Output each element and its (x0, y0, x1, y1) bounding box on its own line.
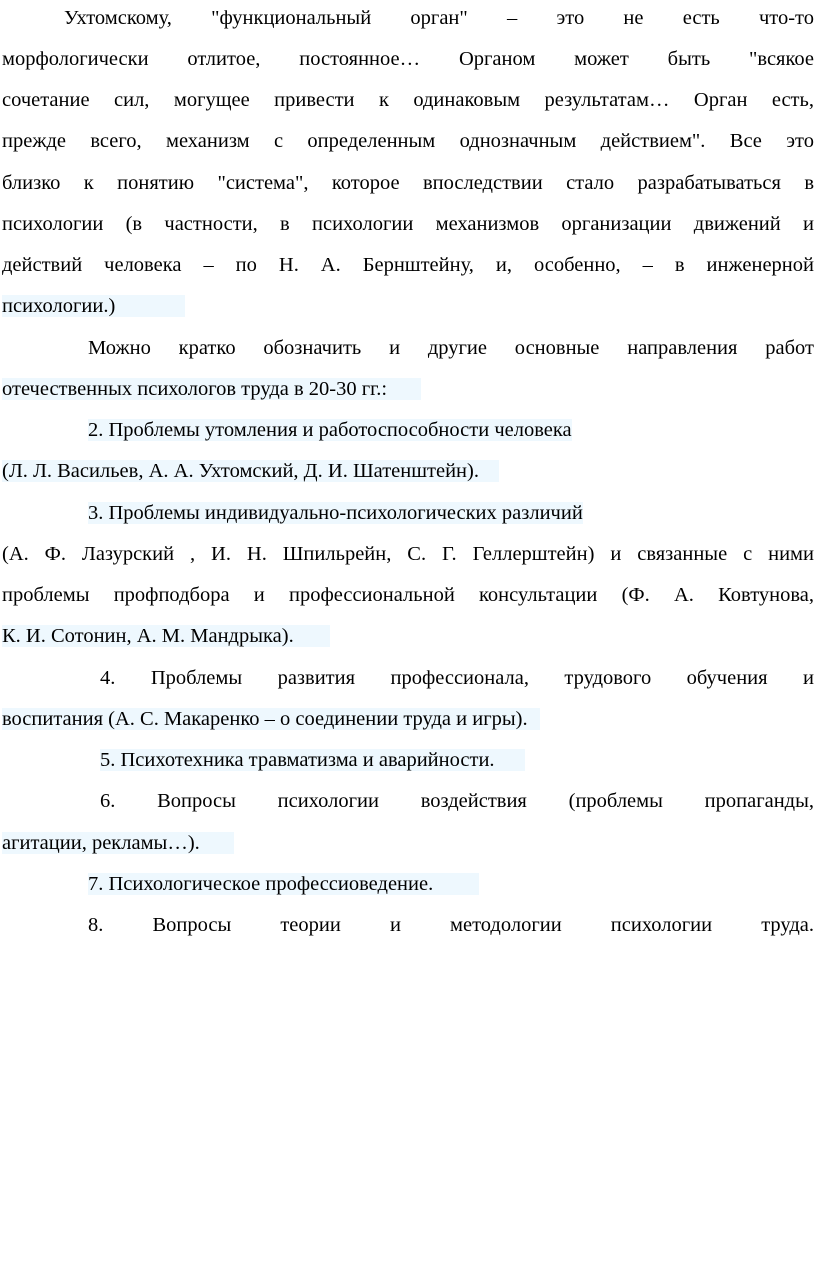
text-line-content: 4. Проблемы развития профессионала, трудового обучения и (100, 667, 814, 689)
text-line-content: (Л. Л. Васильев, А. А. Ухтомский, Д. И. Шатенштейн). (2, 460, 499, 482)
text-line-content: психологии (в частности, в психологии механизмов организации движений и (2, 213, 814, 235)
text-line (2, 621, 814, 651)
text-line (2, 126, 814, 156)
text-line (2, 44, 814, 74)
text-line (2, 85, 814, 115)
text-line-content: 8. Вопросы теории и методологии психологии труда. (88, 914, 814, 936)
text-line-content: 2. Проблемы утомления и работоспособности человека (88, 419, 572, 441)
text-line (2, 580, 814, 610)
text-line-content: проблемы профподбора и профессиональной консультации (Ф. А. Ковтунова, (2, 584, 814, 606)
text-line (2, 498, 816, 528)
text-line-content: К. И. Сотонин, А. М. Мандрыка). (2, 625, 330, 647)
text-line (2, 291, 814, 321)
text-line-content: 6. Вопросы психологии воздействия (проблемы пропаганды, (100, 790, 814, 812)
text-line (2, 3, 814, 33)
text-line (2, 786, 814, 816)
text-line (2, 333, 814, 363)
text-line (2, 209, 814, 239)
text-line (2, 745, 816, 775)
text-line-content: отечественных психологов труда в 20-30 гг.: (2, 378, 421, 400)
text-line-content: агитации, рекламы…). (2, 832, 234, 854)
text-line-content: прежде всего, механизм с определенным однозначным действием". Все это (2, 130, 814, 152)
text-line (2, 374, 814, 404)
text-line-content: действий человека – по Н. А. Бернштейну, и, особенно, – в инженерной (2, 254, 814, 276)
text-line-content: морфологически отлитое, постоянное… Органом может быть "всякое (2, 48, 814, 70)
text-line (2, 456, 814, 486)
text-line (2, 869, 816, 899)
text-line-content: близко к понятию "система", которое впоследствии стало разрабатываться в (2, 172, 814, 194)
text-line-content: Ухтомскому, "функциональный орган" – это не есть что-то (64, 7, 814, 29)
text-line-content: Можно кратко обозначить и другие основные направления работ (88, 337, 814, 359)
text-line (2, 704, 814, 734)
text-line (2, 250, 814, 280)
text-line-content: 3. Проблемы индивидуально-психологических различий (88, 502, 583, 524)
text-line (2, 539, 814, 569)
text-line (2, 910, 814, 940)
text-line-content: сочетание сил, могущее привести к одинаковым результатам… Орган есть, (2, 89, 814, 111)
text-line-content: 7. Психологическое профессиоведение. (88, 873, 479, 895)
text-line (2, 415, 816, 445)
text-line-content: 5. Психотехника травматизма и аварийности. (100, 749, 525, 771)
text-line-content: психологии.) (2, 295, 185, 317)
text-line-content: воспитания (А. С. Макаренко – о соединении труда и игры). (2, 708, 540, 730)
text-line-content: (А. Ф. Лазурский , И. Н. Шпильрейн, С. Г. Геллерштейн) и связанные с ними (2, 543, 814, 565)
text-line (2, 663, 814, 693)
text-line (2, 828, 814, 858)
text-line (2, 168, 814, 198)
